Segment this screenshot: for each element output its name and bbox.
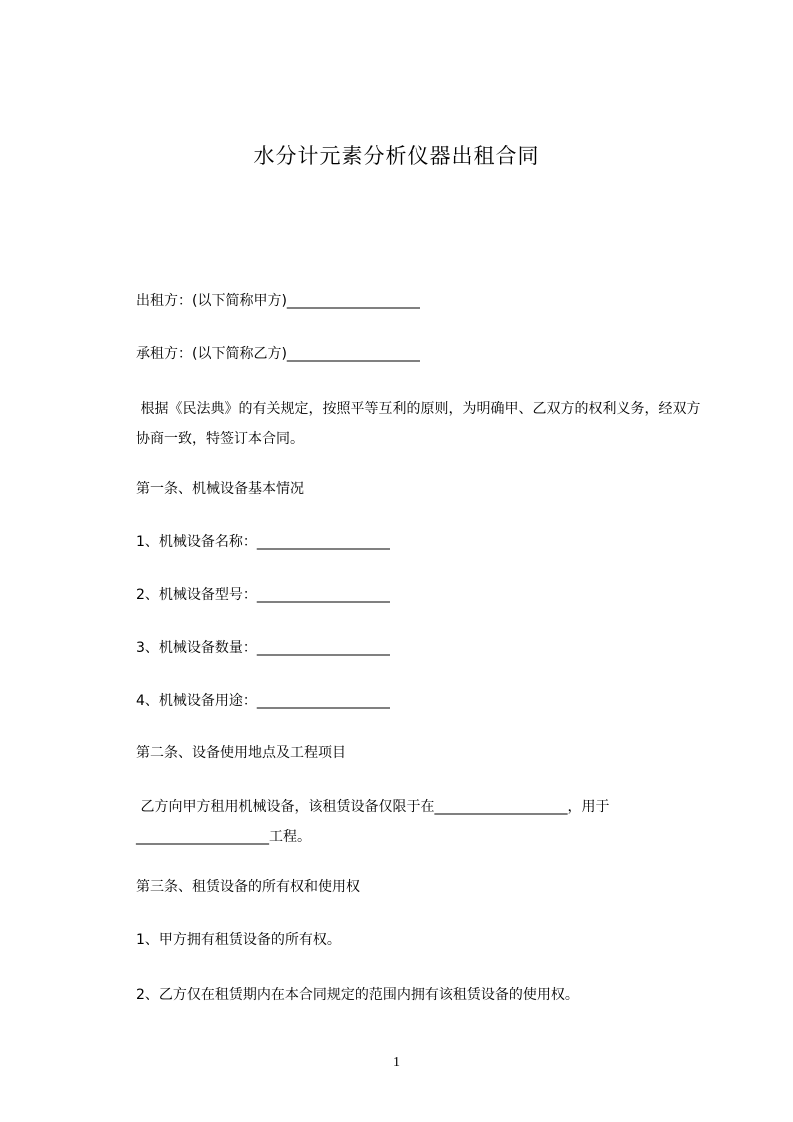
article-3-heading: 第三条、租赁设备的所有权和使用权 xyxy=(136,879,360,895)
ownership-clause: 1、甲方拥有租赁设备的所有权。 xyxy=(136,932,341,948)
lessee-line: 承租方：(以下简称乙方)___________________ xyxy=(136,346,420,362)
article-1-heading: 第一条、机械设备基本情况 xyxy=(136,481,304,497)
lessor-line: 出租方：(以下简称甲方)___________________ xyxy=(136,293,420,309)
usage-location-paragraph: 乙方向甲方租用机械设备，该租赁设备仅限于在___________________，用于___________________工程。 xyxy=(136,799,610,845)
equipment-purpose-line: 4、机械设备用途：___________________ xyxy=(136,693,390,709)
equipment-quantity-line: 3、机械设备数量：___________________ xyxy=(136,640,390,656)
equipment-name-line: 1、机械设备名称：___________________ xyxy=(136,534,390,550)
usage-right-clause: 2、乙方仅在租赁期内在本合同规定的范围内拥有该租赁设备的使用权。 xyxy=(136,987,579,1003)
article-2-heading: 第二条、设备使用地点及工程项目 xyxy=(136,745,346,761)
equipment-model-line: 2、机械设备型号：___________________ xyxy=(136,587,390,603)
preamble-paragraph: 根据《民法典》的有关规定，按照平等互利的原则，为明确甲、乙双方的权利义务，经双方协商一致，特签订本合同。 xyxy=(136,401,701,447)
page-number: 1 xyxy=(393,1055,400,1070)
document-title: 水分计元素分析仪器出租合同 xyxy=(253,144,540,168)
